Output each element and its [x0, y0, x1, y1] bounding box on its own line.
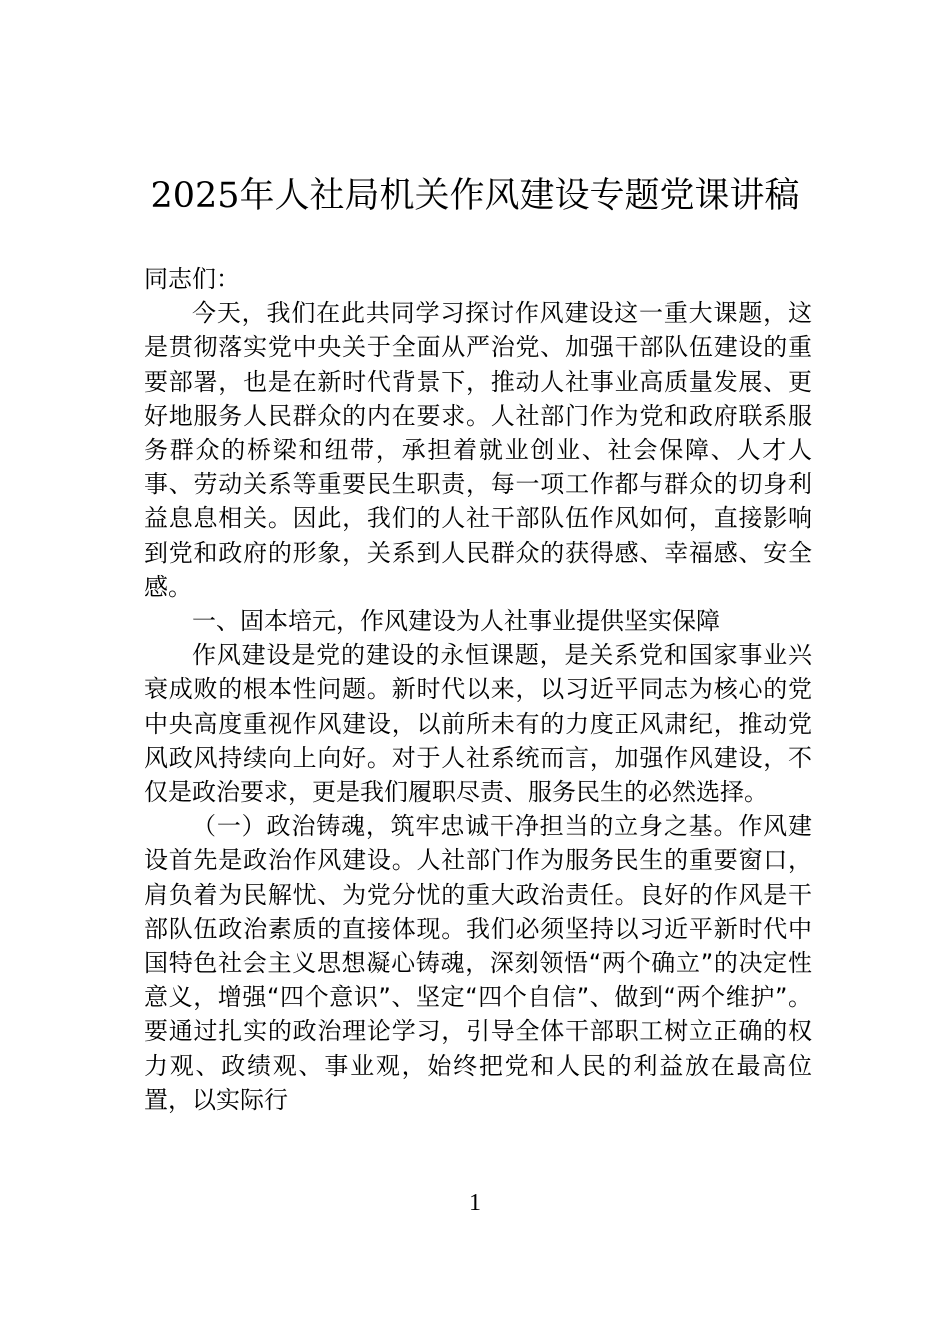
salutation: 同志们：	[144, 265, 240, 293]
document-title: 2025年人社局机关作风建设专题党课讲稿	[150, 176, 800, 216]
section-heading-1: 一、固本培元，作风建设为人社事业提供坚实保障	[192, 607, 720, 636]
paragraph-section-1: 作风建设是党的建设的永恒课题，是关系党和国家事业兴衰成败的根本性问题。新时代以来，以习近平同志为核心的党中央高度重视作风建设，以前所未有的力度正风肃纪，推动党风政风持续向上向好。对于人社系统而言，加强作风建设，不仅是政治要求，更是我们履职尽责、服务民生的必然选择。	[144, 641, 812, 807]
paragraph-subsection-1: （一）政治铸魂，筑牢忠诚干净担当的立身之基。作风建设首先是政治作风建设。人社部门作为服务民生的重要窗口，肩负着为民解忧、为党分忧的重大政治责任。良好的作风是干部队伍政治素质的直接体现。我们必须坚持以习近平新时代中国特色社会主义思想凝心铸魂，深刻领悟“两个确立”的决定性意义，增强“四个意识”、坚定“四个自信”、做到“两个维护”。要通过扎实的政治理论学习，引导全体干部职工树立正确的权力观、政绩观、事业观，始终把党和人民的利益放在最高位置，以实际行	[144, 812, 812, 1114]
paragraph-intro: 今天，我们在此共同学习探讨作风建设这一重大课题，这是贯彻落实党中央关于全面从严治党、加强干部队伍建设的重要部署，也是在新时代背景下，推动人社事业高质量发展、更好地服务人民群众的内在要求。人社部门作为党和政府联系服务群众的桥梁和纽带，承担着就业创业、社会保障、人才人事、劳动关系等重要民生职责，每一项工作都与群众的切身利益息息相关。因此，我们的人社干部队伍作风如何，直接影响到党和政府的形象，关系到人民群众的获得感、幸福感、安全感。	[144, 299, 812, 601]
page-number: 1	[469, 1190, 481, 1216]
document-body	[144, 262, 812, 1117]
